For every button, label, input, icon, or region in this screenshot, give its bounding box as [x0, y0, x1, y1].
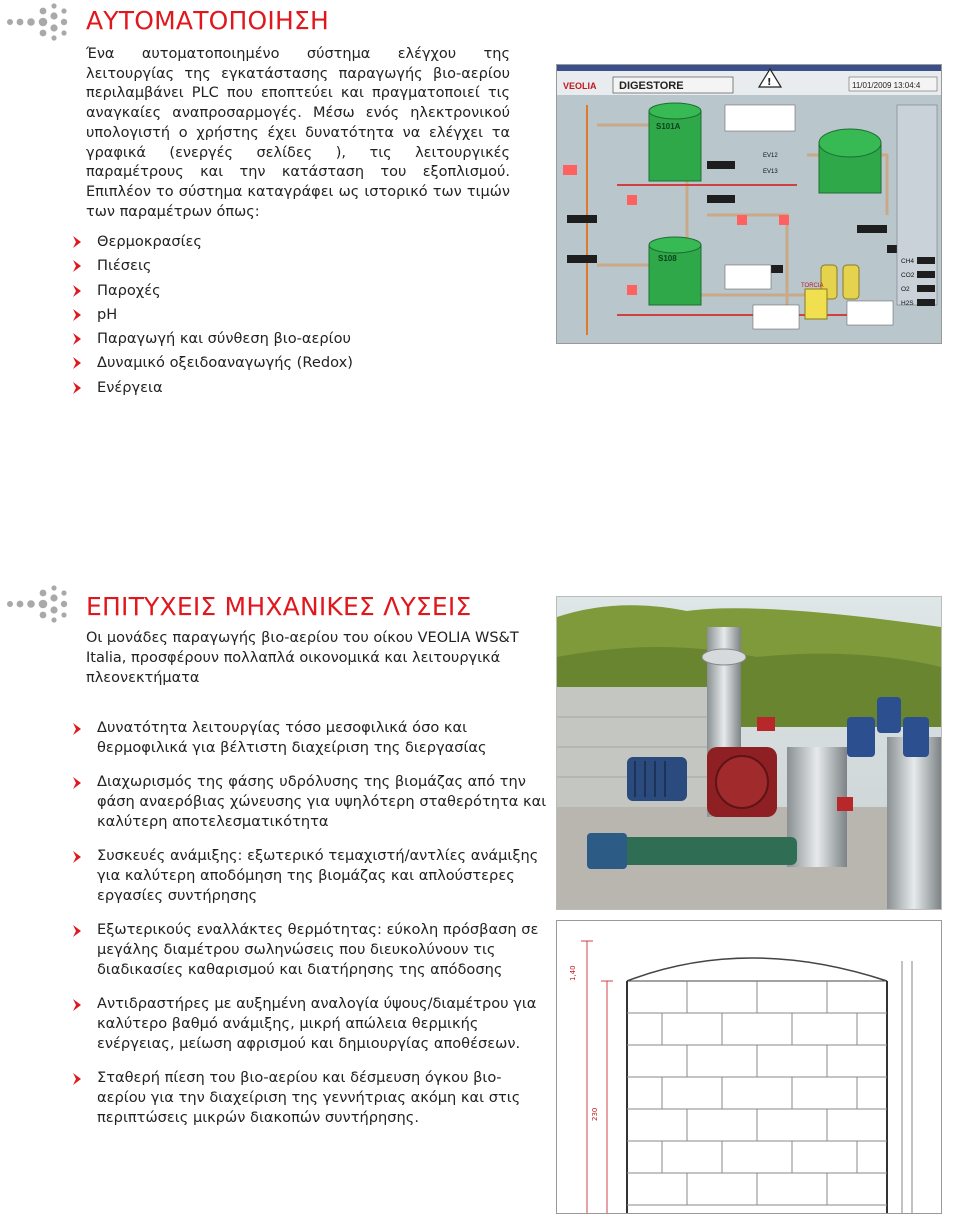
dots-decoration-icon — [6, 584, 72, 624]
chevron-right-icon — [70, 850, 84, 864]
pump-photo-graphic — [557, 597, 941, 909]
gas-label-o2: O2 — [901, 286, 910, 293]
section-title-automation: ΑΥΤΟΜΑΤΟΠΟΙΗΣΗ — [86, 6, 329, 35]
chevron-right-icon — [70, 722, 84, 736]
chevron-right-icon — [70, 356, 84, 370]
scada-datetime: 11/01/2009 13:04:4 — [852, 81, 921, 90]
warning-symbol: ! — [767, 77, 772, 88]
list-item: Σταθερή πίεση του βιο-αερίου και δέσμευση όγκου βιο-αερίου για την διαχείριση της γεννήτριας ακόμη και στις περιπτώσεις μικρών διακοπών συντήρησης. — [70, 1068, 550, 1128]
chevron-right-icon — [70, 259, 84, 273]
advantages-list — [70, 718, 550, 1142]
scada-brand: VEOLIA — [563, 81, 597, 91]
list-item: Εξωτερικούς εναλλάκτες θερμότητας: εύκολη πρόσβαση σε μεγάλης διαμέτρου σωληνώσεις που διευκολύνουν τις διαδικασίες καθαρισμού και διατήρησης της απόδοσης — [70, 920, 550, 980]
gas-label-ch4: CH4 — [901, 258, 915, 265]
chevron-right-icon — [70, 381, 84, 395]
list-item: pH — [70, 303, 353, 327]
pump-photo — [556, 596, 942, 910]
scada-header-title: DIGESTORE — [619, 80, 684, 92]
dimension-label-2: 230 — [591, 1107, 599, 1121]
chevron-right-icon — [70, 308, 84, 322]
tank-label-1: S101A — [656, 122, 681, 131]
tank-drawing-graphic — [557, 921, 941, 1213]
chevron-right-icon — [70, 235, 84, 249]
list-item: Δυναμικό οξειδοαναγωγής (Redox) — [70, 351, 353, 375]
chevron-right-icon — [70, 284, 84, 298]
chevron-right-icon — [70, 998, 84, 1012]
automation-paragraph: Ένα αυτοματοποιημένο σύστημα ελέγχου της λειτουργίας της εγκατάστασης παραγωγής βιο-αερίου περιλαμβάνει PLC που εποπτεύει και πραγματοποιεί τις αναγκαίες αναπροσαρμογές. Μέσω ενός ηλεκτρονικού υπολογιστή ο χρήστης έχει δυνατότητα να ελέγχει τα γραφικά (ενεργές σελίδες ), τις λειτουργικές παραμέτρους και την κατάσταση του εξοπλισμού. Επιπλέον το σύστημα καταγράφει ως ιστορικό των τιμών των παραμέτρων όπως: — [86, 46, 510, 220]
list-item: Πιέσεις — [70, 254, 353, 278]
list-item: Διαχωρισμός της φάσης υδρόλυσης της βιομάζας από την φάση αναερόβιας χώνευσης για υψηλότερη σταθερότητα και καλύτερη αποτελεσματικότητα — [70, 772, 550, 832]
gas-label-h2s: H2S — [901, 300, 914, 307]
valve-label-2: EV13 — [763, 169, 778, 175]
valve-label-1: EV12 — [763, 153, 778, 159]
list-item: Αντιδραστήρες με αυξημένη αναλογία ύψους/διαμέτρου για καλύτερο βαθμό ανάμιξης, μικρή απώλεια θερμικής ενέργειας, μείωση αφρισμού και δημιουργίας αποθέσεων. — [70, 994, 550, 1054]
section-title-engineering: ΕΠΙΤΥΧΕΙΣ ΜΗΧΑΝΙΚΕΣ ΛΥΣΕΙΣ — [86, 592, 472, 621]
scada-screenshot — [556, 64, 942, 344]
list-item: Ενέργεια — [70, 376, 353, 400]
tank-drawing — [556, 920, 942, 1214]
engineering-intro: Οι μονάδες παραγωγής βιο-αερίου του οίκου VEOLIA WS&T Italia, προσφέρουν πολλαπλά οικονομικά και λειτουργικά πλεονεκτήματα — [86, 630, 519, 686]
parameters-list — [70, 230, 353, 400]
list-item: Συσκευές ανάμιξης: εξωτερικό τεμαχιστή/αντλίες ανάμιξης για καλύτερη αποδόμηση της βιομάζας και απλούστερες εργασίες συντήρησης — [70, 846, 550, 906]
chevron-right-icon — [70, 776, 84, 790]
dimension-label-1: 1,40 — [569, 965, 577, 981]
tank-label-2: S108 — [658, 254, 677, 263]
list-item: Δυνατότητα λειτουργίας τόσο μεσοφιλικά όσο και θερμοφιλικά για βέλτιστη διαχείριση της διεργασίας — [70, 718, 550, 758]
chevron-right-icon — [70, 1072, 84, 1086]
torch-label: TORCIA — [801, 283, 824, 289]
list-item: Παροχές — [70, 279, 353, 303]
list-item: Θερμοκρασίες — [70, 230, 353, 254]
chevron-right-icon — [70, 332, 84, 346]
list-item: Παραγωγή και σύνθεση βιο-αερίου — [70, 327, 353, 351]
dots-decoration-icon — [6, 2, 72, 42]
scada-graphic — [557, 65, 941, 343]
gas-label-co2: CO2 — [901, 272, 915, 279]
chevron-right-icon — [70, 924, 84, 938]
